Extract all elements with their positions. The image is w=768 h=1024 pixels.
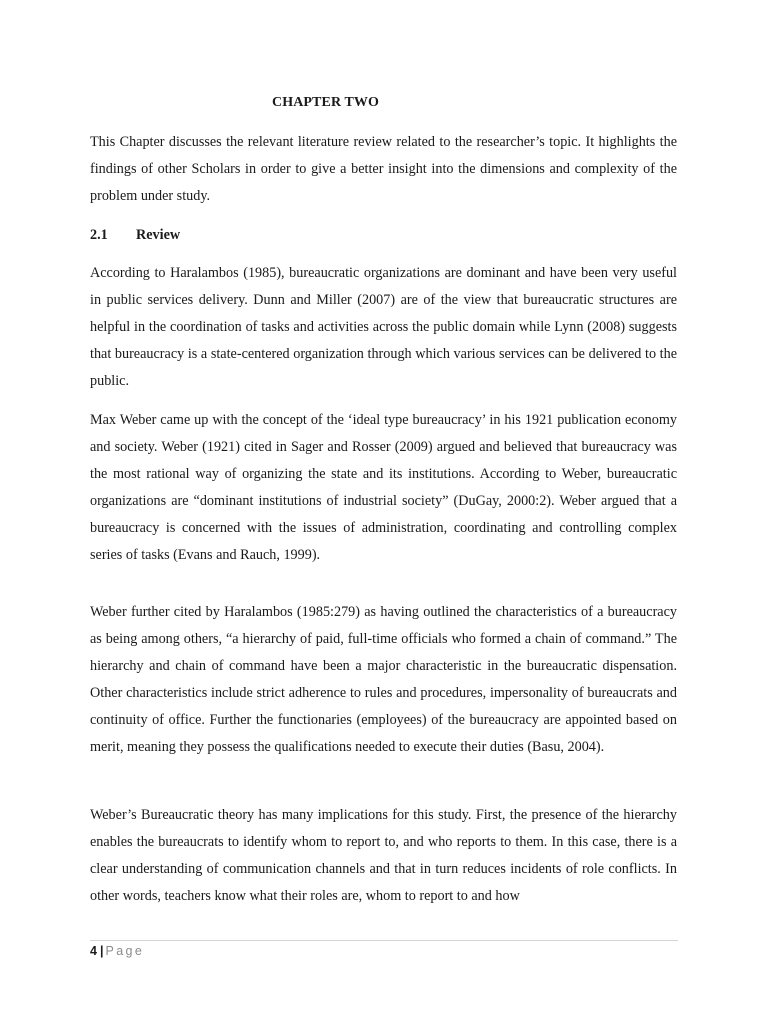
footer-divider bbox=[90, 940, 678, 941]
footer-separator: | bbox=[99, 944, 104, 958]
body-paragraph-1: According to Haralambos (1985), bureaucratic organizations are dominant and have been very useful in public services delivery. Dunn and Miller (2007) are of the view that bureaucratic structures are helpful in the coordination of tasks and activities across the public domain while Lynn (2008) suggests that bureaucracy is a state-centered organization through which various services can be delivered to the public. bbox=[90, 265, 677, 389]
section-title: Review bbox=[136, 227, 181, 243]
body-paragraph-4: Weber’s Bureaucratic theory has many implications for this study. First, the presence of the hierarchy enables the bureaucrats to identify whom to report to, and who reports to them. In this case, there is a clear understanding of communication channels and that in turn reduces incidents of role conflicts. In other words, teachers know what their roles are, whom to report to and how bbox=[90, 807, 677, 904]
chapter-title: CHAPTER TWO bbox=[272, 95, 380, 110]
intro-paragraph: This Chapter discusses the relevant literature review related to the researcher’s topic. It highlights the findings of other Scholars in order to give a better insight into the dimensions and complexity of the problem under study. bbox=[90, 134, 677, 204]
body-paragraph-2: Max Weber came up with the concept of the ‘ideal type bureaucracy’ in his 1921 publication economy and society. Weber (1921) cited in Sager and Rosser (2009) argued and believed that bureaucracy was the most rational way of organizing the state and its institutions. According to Weber, bureaucratic organizations are “dominant institutions of industrial society” (DuGay, 2000:2). Weber argued that a bureaucracy is concerned with the issues of administration, coordinating and controlling complex series of tasks (Evans and Rauch, 1999). bbox=[90, 412, 677, 563]
page-footer bbox=[90, 943, 144, 959]
page-number: 4 bbox=[90, 944, 97, 958]
body-paragraph-3: Weber further cited by Haralambos (1985:279) as having outlined the characteristics of a bureaucracy as being among others, “a hierarchy of paid, full-time officials who formed a chain of command.” The hierarchy and chain of command have been a major characteristic in the bureaucratic dispensation. Other characteristics include strict adherence to rules and procedures, impersonality of bureaucrats and continuity of office. Further the functionaries (employees) of the bureaucracy are appointed based on merit, meaning they possess the qualifications needed to execute their duties (Basu, 2004). bbox=[90, 604, 677, 755]
page-label: Page bbox=[105, 944, 145, 958]
section-heading bbox=[90, 226, 180, 244]
section-number: 2.1 bbox=[90, 227, 108, 243]
